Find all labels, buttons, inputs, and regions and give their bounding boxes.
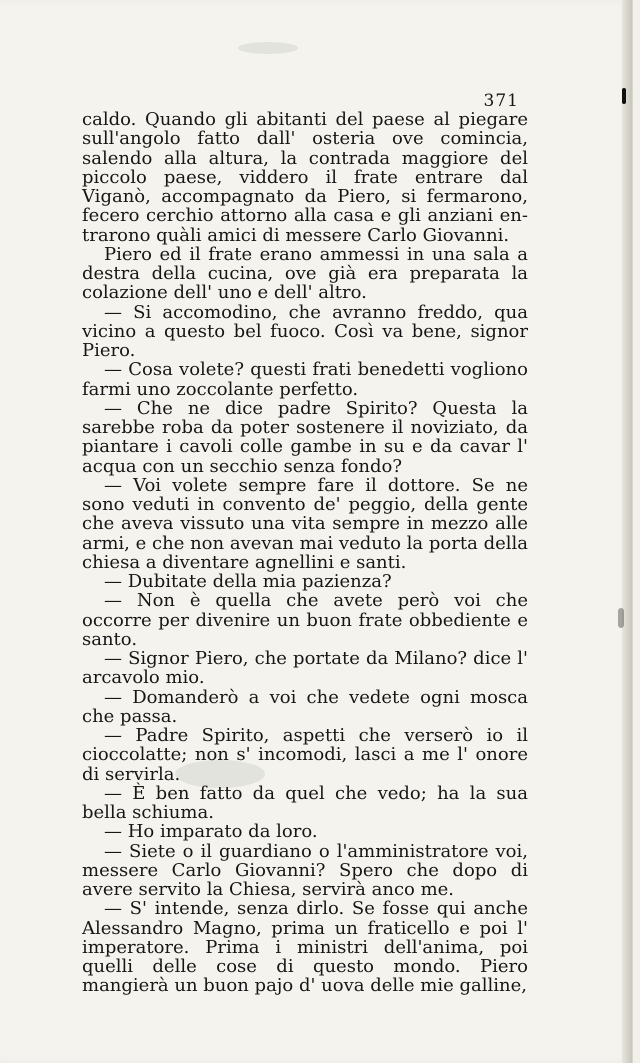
body-text xyxy=(82,110,528,996)
page-edge-shadow xyxy=(622,0,632,1063)
margin-smudge xyxy=(618,608,624,628)
dialogue-line: — Signor Piero, che portate da Milano? dice l' arcavolo mio. xyxy=(82,648,528,689)
dialogue-line: — Si accomodino, che avranno freddo, qua vicino a questo bel fuoco. Così va bene, signor Piero. xyxy=(82,301,528,361)
dialogue-line: — Cosa volete? questi frati benedetti vogliono farmi uno zoccolante perfetto. xyxy=(82,359,528,400)
dialogue-line: — Domanderò a voi che vedete ogni mosca che passa. xyxy=(82,686,528,727)
dialogue-line: — Voi volete sempre fare il dottore. Se ne sono veduti in convento de' peggio, della gente che aveva vissuto una vita sempre in mezzo alle armi, e che non avevan mai veduto la porta della chiesa a diventare agnellini e santi. xyxy=(82,474,528,573)
dialogue-line: — Dubitate della mia pazienza? xyxy=(104,571,392,592)
page-number: 371 xyxy=(483,91,519,111)
paragraph: Piero ed il frate erano ammessi in una sala a destra della cucina, ove già era preparata la colazione dell' uno e dell' altro. xyxy=(82,243,528,304)
dialogue-line: — Che ne dice padre Spirito? Questa la sarebbe roba da poter sostenere il noviziato, da piantare i cavoli colle gambe in su e da cavar l' acqua con un secchio senza fondo? xyxy=(82,397,528,477)
margin-mark xyxy=(622,88,626,104)
paper-stain xyxy=(238,42,298,54)
paragraph: caldo. Quando gli abitanti del paese al piegare sull'angolo fatto dall' osteria ove comincia, salendo alla altura, la contrada maggiore del piccolo paese, viddero il frate entrare dal Viganò, accompagnato da Piero, si fermarono, fecero cerchio attorno alla casa e gli anziani entrarono quàli amici di messere Carlo Giovanni. xyxy=(82,109,528,246)
dialogue-line: — Siete o il guardiano o l'amministratore voi, messere Carlo Giovanni? Spero che dopo di avere servito la Chiesa, servirà anco me. xyxy=(82,840,528,900)
dialogue-line: — Padre Spirito, aspetti che verserò io il cioccolatte; non s' incomodi, lasci a me l' onore di servirla. xyxy=(82,725,528,785)
dialogue-line: — Non è quella che avete però voi che occorre per divenire un buon frate obbediente e santo. xyxy=(82,590,528,650)
dialogue-line: — Ho imparato da loro. xyxy=(104,821,318,843)
dialogue-line: — S' intende, senza dirlo. Se fosse qui anche Alessandro Magno, prima un fraticello e poi l' imperatore. Prima i ministri dell'anima, poi quelli delle cose di questo mondo. Piero mangierà un buon pajo d' uova delle mie galline, xyxy=(82,898,528,997)
dialogue-line: — È ben fatto da quel che vedo; ha la sua bella schiuma. xyxy=(82,782,528,823)
